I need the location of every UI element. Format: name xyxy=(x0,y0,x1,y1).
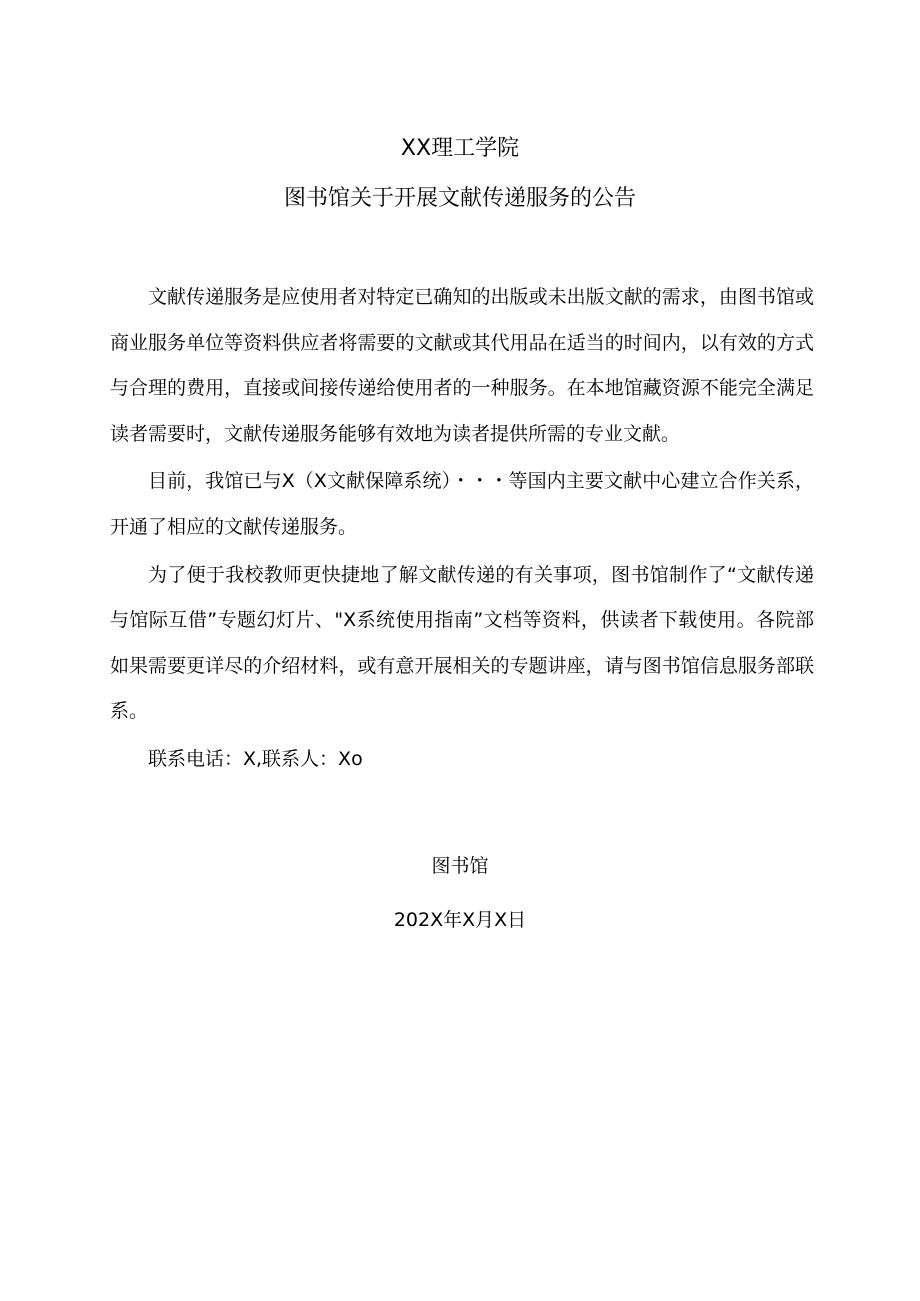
document-body xyxy=(110,275,814,783)
body-paragraph-service-definition: 文献传递服务是应使用者对特定已确知的出版或未出版文献的需求，由图书馆或商业服务单位等资料供应者将需要的文献或其代用品在适当的时间内，以有效的方式与合理的费用，直接或间接传递给使用者的一种服务。在本地馆藏资源不能完全满足读者需要时，文献传递服务能够有效地为读者提供所需的专业文献。 xyxy=(110,286,814,445)
document-title-institution: XX理工学院 xyxy=(400,136,520,161)
signature-organization: 图书馆 xyxy=(431,855,489,877)
body-paragraph-materials: 为了便于我校教师更快捷地了解文献传递的有关事项，图书馆制作了“文献传递与馆际互借”专题幻灯片、"X系统使用指南”文档等资料，供读者下载使用。各院部如果需要更详尽的介绍材料，或有意开展相关的专题讲座，请与图书馆信息服务部联系。 xyxy=(110,563,814,723)
body-paragraph-cooperation: 目前，我馆已与X（X文献保障系统）・・・等国内主要文献中心建立合作关系，开通了相应的文献传递服务。 xyxy=(110,470,814,538)
signature-date: 202X年X月X日 xyxy=(393,909,527,931)
body-paragraph-contact: 联系电话：X,联系人：Xo xyxy=(148,747,363,770)
document-title-announcement: 图书馆关于开展文献传递服务的公告 xyxy=(283,186,636,211)
